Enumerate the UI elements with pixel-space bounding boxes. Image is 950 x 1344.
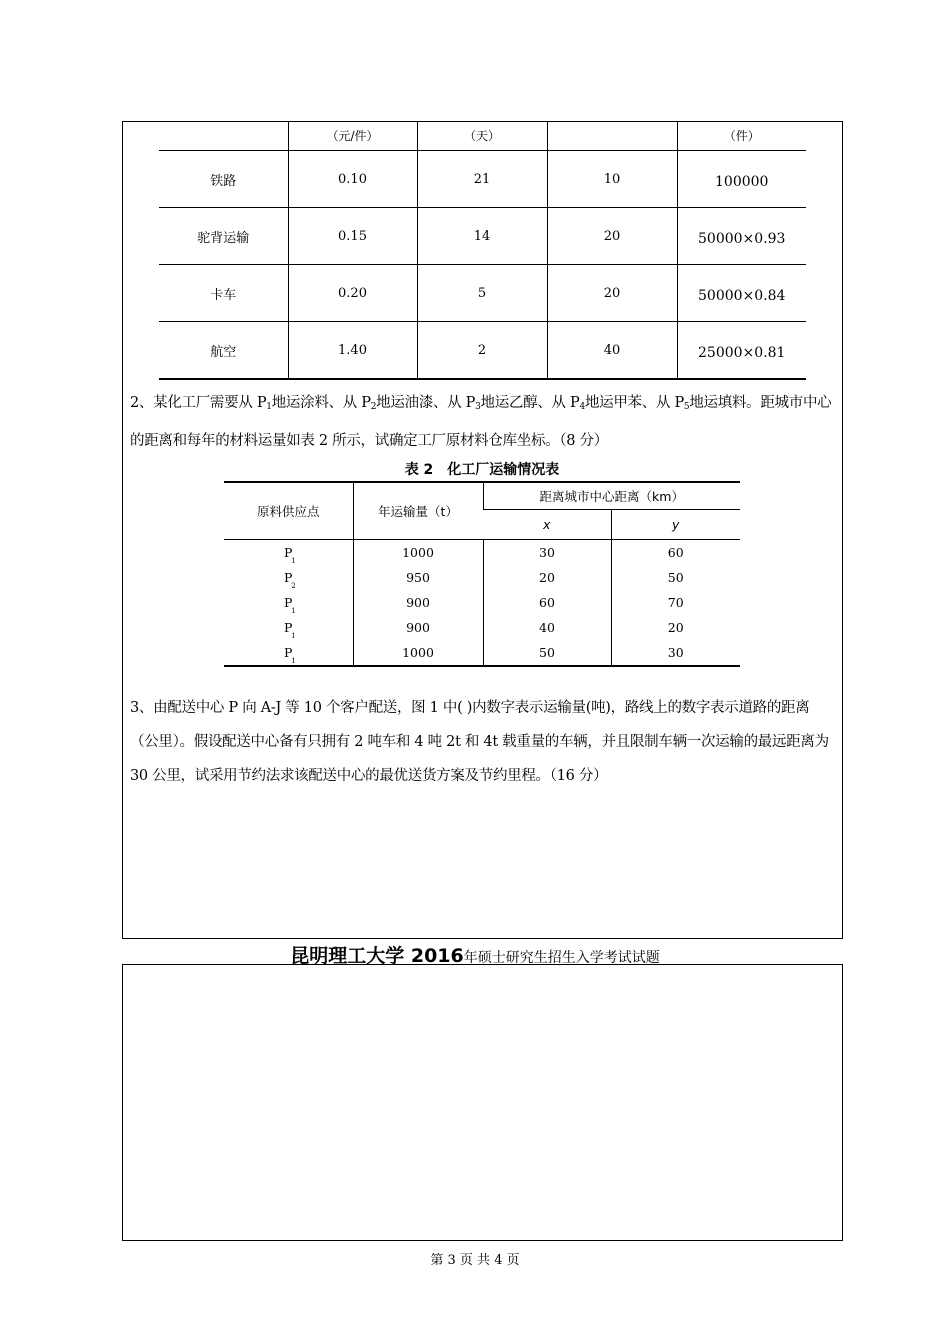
table2-col-x: x [483,510,611,540]
table1-cell: 0.10 [288,151,417,208]
y-cell: 20 [611,615,740,640]
table-row [224,640,740,666]
table-row [224,615,740,640]
page-number: 第 3 页 共 4 页 [430,1253,520,1268]
table1-cell: 20 [547,265,677,322]
y-cell: 70 [611,590,740,615]
table1-cell: 25000×0.81 [677,322,806,380]
x-cell: 40 [483,615,611,640]
table-row [224,540,740,566]
x-cell: 50 [483,640,611,666]
table-row [224,590,740,615]
table1-cell: 0.15 [288,208,417,265]
y-cell: 30 [611,640,740,666]
table2-caption: 表 2 化工厂运输情况表 [404,462,560,478]
table1-cell: 14 [417,208,547,265]
exam-frame-bottom [122,964,843,1241]
question-3-text: 3、由配送中心 P 向 A-J 等 10 个客户配送，图 1 中( )内数字表示运输量(吨)，路线上的数字表示道路的距离（公里）。假设配送中心备有只拥有 2 吨车和 4 吨 2t 和 4t 载重量的车辆，并且限制车辆一次运输的最远距离为 30 公里，试采用节约法求该配送中心的最优送货方案及节约里程。（16 分） [130,700,829,784]
supplier-cell: P 1 [284,619,296,640]
university-name: 昆明理工大学 2016 [290,945,464,967]
table-row [224,565,740,590]
chemical-transport-table [224,481,740,667]
table2-col-volume: 年运输量（t） [353,482,483,540]
table2-col-y: y [611,510,740,540]
table1-header-cell: （天） [417,121,547,151]
table2-col-distance: 距离城市中心距离（km） [483,482,740,510]
exam-title: 年硕士研究生招生入学考试试题 [463,950,660,966]
supplier-cell: P 1 [284,544,296,565]
volume-cell: 1000 [353,640,483,666]
table1-header-cell: （元/件） [288,121,417,151]
table-row [159,208,806,265]
table1-cell: 50000×0.84 [677,265,806,322]
x-cell: 60 [483,590,611,615]
transport-cost-table [159,121,806,380]
table1-cell: 驼背运输 [159,208,288,265]
table1-cell: 1.40 [288,322,417,380]
table1-cell: 100000 [677,151,806,208]
table1-cell: 铁路 [159,151,288,208]
table1-header-row [159,121,806,151]
supplier-cell: P 2 [284,569,296,590]
volume-cell: 900 [353,615,483,640]
supplier-cell: P 1 [224,640,353,666]
x-cell: 20 [483,565,611,590]
x-cell: 30 [483,540,611,566]
table1-header-cell [159,121,288,151]
supplier-cell: P 1 [284,594,296,615]
table1-header-cell [547,121,677,151]
table1-cell: 21 [417,151,547,208]
volume-cell: 900 [353,590,483,615]
table-row [159,151,806,208]
table1-cell: 2 [417,322,547,380]
table1-cell: 10 [547,151,677,208]
table1-cell: 卡车 [159,265,288,322]
table2-col-supplier: 原料供应点 [224,482,353,540]
table1-cell: 0.20 [288,265,417,322]
y-cell: 50 [611,565,740,590]
volume-cell: 1000 [353,540,483,566]
y-cell: 60 [611,540,740,566]
table1-cell: 50000×0.93 [677,208,806,265]
table-row [159,322,806,380]
table1-header-cell: （件） [677,121,806,151]
table1-cell: 5 [417,265,547,322]
table1-cell: 航空 [159,322,288,380]
exam-header [0,941,950,968]
question-2-text: 2、某化工厂需要从 $P_1$地运涂料、从 $P_2$地运油漆、从 $P_3$地运乙醇、从 $P_4$地运甲苯、从 $P_5$地运填料。距城市中心的距离和每年的材料运量如表 2 所示，试确定工厂原材料仓库坐标。（8 分） [130,395,832,449]
table-row [159,265,806,322]
table1-cell: 40 [547,322,677,380]
table1-cell: 20 [547,208,677,265]
volume-cell: 950 [353,565,483,590]
